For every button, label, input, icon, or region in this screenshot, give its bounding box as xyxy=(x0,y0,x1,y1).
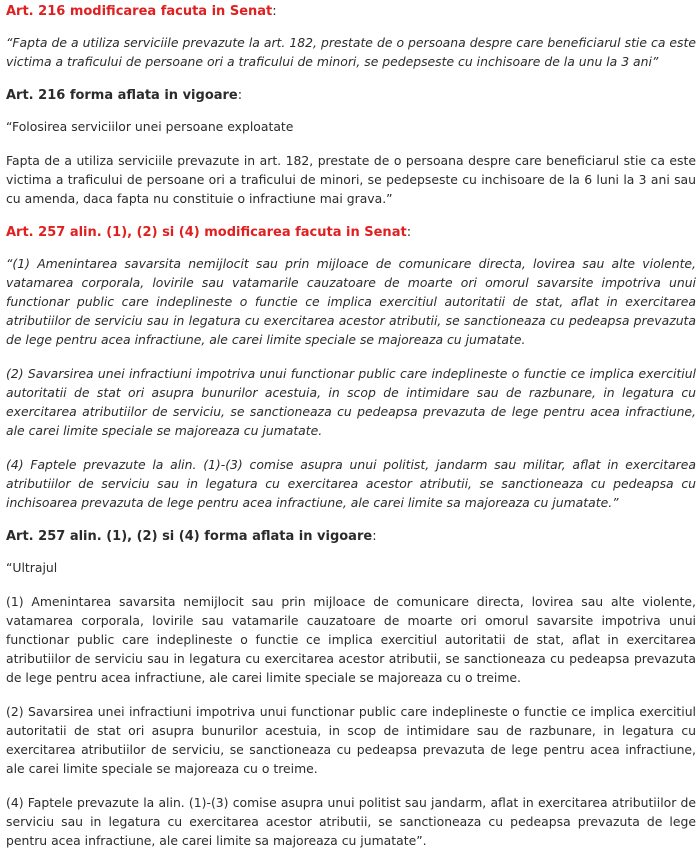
paragraph: Fapta de a utiliza serviciile prevazute in art. 182, prestate de o persoana despre care beneficiarul stie ca este victima a traficului de persoane ori a traficului de minori, se pedepseste cu inchisoare de la 6 luni la 3 ani sau cu amenda, daca fapta nu constituie o infractiune mai grava.” xyxy=(6,153,696,206)
paragraph: (4) Faptele prevazute la alin. (1)-(3) comise asupra unui politist, jandarm sau militar, aflat in exercitarea atributiilor de serviciu sau in legatura cu exercitarea acestor atributii, se sanctioneaza cu pedeapsa cu inchisoarea prevazuta de lege pentru acea infractiune, ale carei limite sa majoreaza cu jumatate.” xyxy=(6,457,696,510)
heading-colon: : xyxy=(237,88,243,103)
heading-text: Art. 257 alin. (1), (2) si (4) modificarea facuta in Senat xyxy=(6,225,407,240)
heading-colon: : xyxy=(372,529,377,544)
paragraph: (2) Savarsirea unei infractiuni impotriva unui functionar public care indeplineste o functie ce implica exercitiul autoritatii de stat ori asupra bunurilor acestuia, in scop de intimidare sau de razbunare, in legatura cu exercitarea atributiilor de serviciu, se sanctioneaza cu pedeapsa prevazuta de lege pentru acea infractiune, ale carei limite speciale se majoreaza cu jumatate. xyxy=(6,366,696,438)
heading-text: Art. 257 alin. (1), (2) si (4) forma aflata in vigoare xyxy=(6,529,373,544)
paragraph: “Ultrajul xyxy=(6,560,58,575)
paragraph: (1) Amenintarea savarsita nemijlocit sau prin mijloace de comunicare directa, lovirea sau alte violente, vatamarea corporala, lovirile sau vatamarile cauzatoare de moarte ori omorul savarsite impotriva unui functionar public care indeplineste o functie ce implica exercitiul autoritatii de stat, aflat in exercitarea atributiilor de serviciu sau in legatura cu exercitarea acestor atributii, se sanctioneaza cu pedeapsa prevazuta de lege pentru acea infractiune, ale carei limite speciale se majoreaza cu o treime. xyxy=(6,594,696,685)
section-heading xyxy=(6,2,696,21)
paragraph: “Folosirea serviciilor unei persoane exploatate xyxy=(6,119,294,134)
heading-text: Art. 216 modificarea facuta in Senat xyxy=(6,4,273,19)
section-heading xyxy=(6,223,696,242)
paragraph: (2) Savarsirea unei infractiuni impotriva unui functionar public care indeplineste o functie ce implica exercitiul autoritatii de stat ori asupra bunurilor acestuia, in scop de intimidare sau de razbunare, in legatura cu exercitarea atributiilor de serviciu, se sanctioneaza cu pedeapsa prevazuta de lege pentru acea infractiune, ale carei limite speciale se majoreaza cu o treime. xyxy=(6,704,696,776)
paragraph: “Fapta de a utiliza serviciile prevazute la art. 182, prestate de o persoana despre care beneficiarul stie ca este victima a traficului de persoane ori a traficului de minori, se pedepseste cu inchisoare de la unu la 3 ani” xyxy=(6,35,696,69)
paragraph: “(1) Amenintarea savarsita nemijlocit sau prin mijloace de comunicare directa, lovirea sau alte violente, vatamarea corporala, lovirile sau vatamarile cauzatoare de moarte ori omorul savarsite impotriva unui functionar public care indeplineste o functie ce implica exercitiul autoritatii de stat, aflat in exercitarea atributiilor de serviciu sau in legatura cu exercitarea acestor atributii, se sanctioneaza cu pedeapsa prevazuta de lege pentru acea infractiune, ale carei limite speciale se majoreaza cu jumatate. xyxy=(6,256,696,347)
heading-colon: : xyxy=(406,225,412,240)
heading-colon: : xyxy=(272,4,277,19)
paragraph: (4) Faptele prevazute la alin. (1)-(3) comise asupra unui politist sau jandarm, aflat in exercitarea atributiilor de serviciu sau in legatura cu exercitarea acestor atributii, se sanctioneaza cu pedeapsa prevazuta de lege pentru acea infractiune, ale carei limite sa majoreaza cu jumatate”. xyxy=(6,795,696,848)
heading-text: Art. 216 forma aflata in vigoare xyxy=(6,88,238,103)
section-heading xyxy=(6,527,696,546)
section-heading xyxy=(6,86,696,105)
